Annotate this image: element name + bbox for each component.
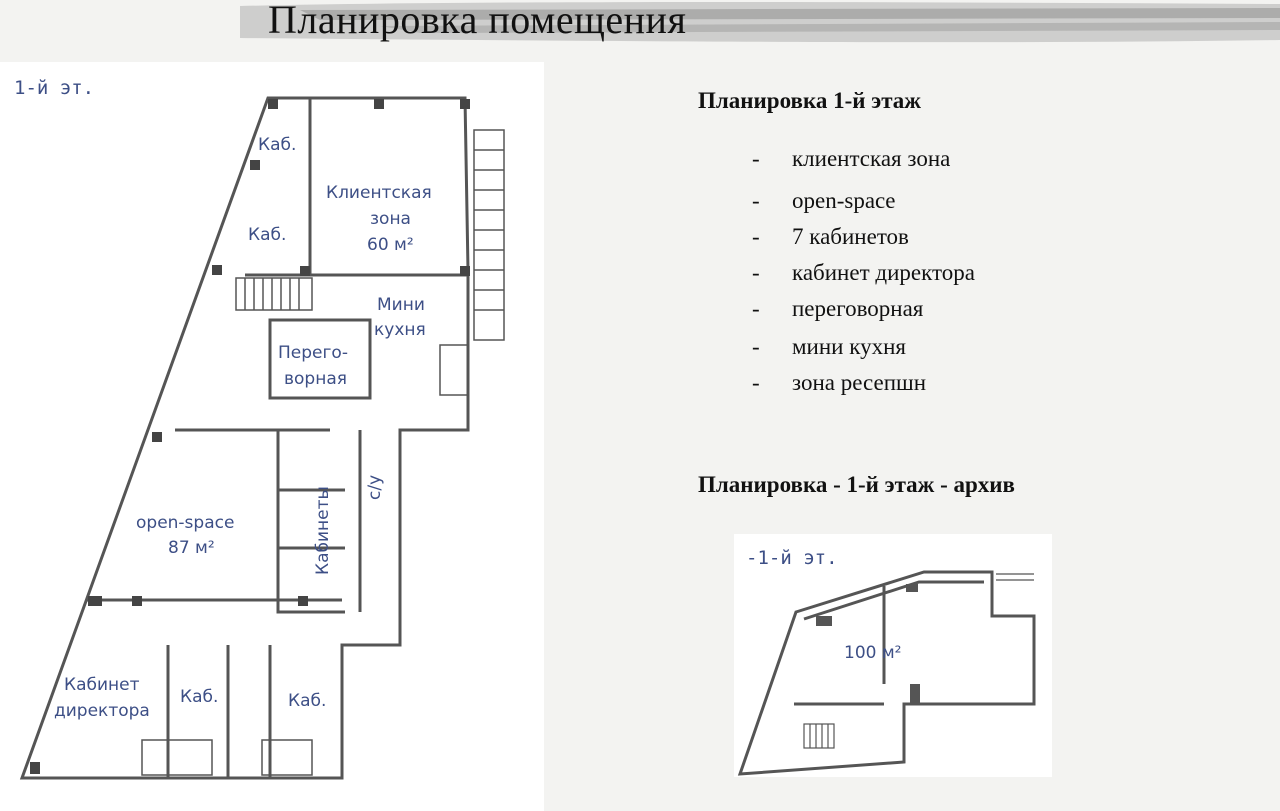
list-item: - 7 кабинетов (752, 224, 909, 249)
list-item: - кабинет директора (752, 260, 975, 285)
room-label-wc: с/у (365, 474, 385, 500)
floor-plan-archive (734, 534, 1052, 777)
archive-heading: Планировка - 1-й этаж - архив (698, 472, 1015, 497)
room-label-cabinets: Кабинеты (313, 486, 333, 575)
room-label-kitchen: кухня (374, 320, 426, 340)
room-label-director: Кабинет (64, 675, 140, 695)
archive-area-label: 100 м² (844, 643, 902, 663)
archive-plan-drawing (734, 534, 1052, 777)
floor-plan-1 (0, 62, 544, 811)
room-label-cab-top: Каб. (258, 135, 297, 155)
room-label-kitchen: Мини (377, 295, 425, 315)
room-label-client-zone: Клиентская (326, 183, 432, 203)
floor-plan-drawing (0, 62, 544, 811)
list-item: - зона ресепшн (752, 370, 927, 395)
archive-floor-label: -1-й эт. (746, 547, 838, 569)
room-label-open-space: open-space (136, 513, 235, 533)
list-item: - клиентская зона (752, 146, 951, 171)
room-label-client-zone: зона (370, 209, 411, 229)
room-label-cab-bottom: Каб. (180, 687, 219, 707)
list-item: - мини кухня (752, 334, 906, 359)
room-label-meeting: ворная (284, 369, 347, 389)
room-label-client-zone-area: 60 м² (367, 235, 414, 255)
page-title: Планировка помещения (268, 0, 687, 42)
room-label-meeting: Перего- (278, 343, 348, 363)
list-item: - open-space (752, 188, 896, 213)
room-label-cab-mid: Каб. (248, 225, 287, 245)
room-label-cab-bottom: Каб. (288, 691, 327, 711)
room-label-open-space-area: 87 м² (168, 538, 215, 558)
layout-heading: Планировка 1-й этаж (698, 88, 921, 113)
floor-label: 1-й эт. (14, 77, 95, 99)
list-item: - переговорная (752, 296, 924, 321)
room-label-director: директора (54, 701, 150, 721)
